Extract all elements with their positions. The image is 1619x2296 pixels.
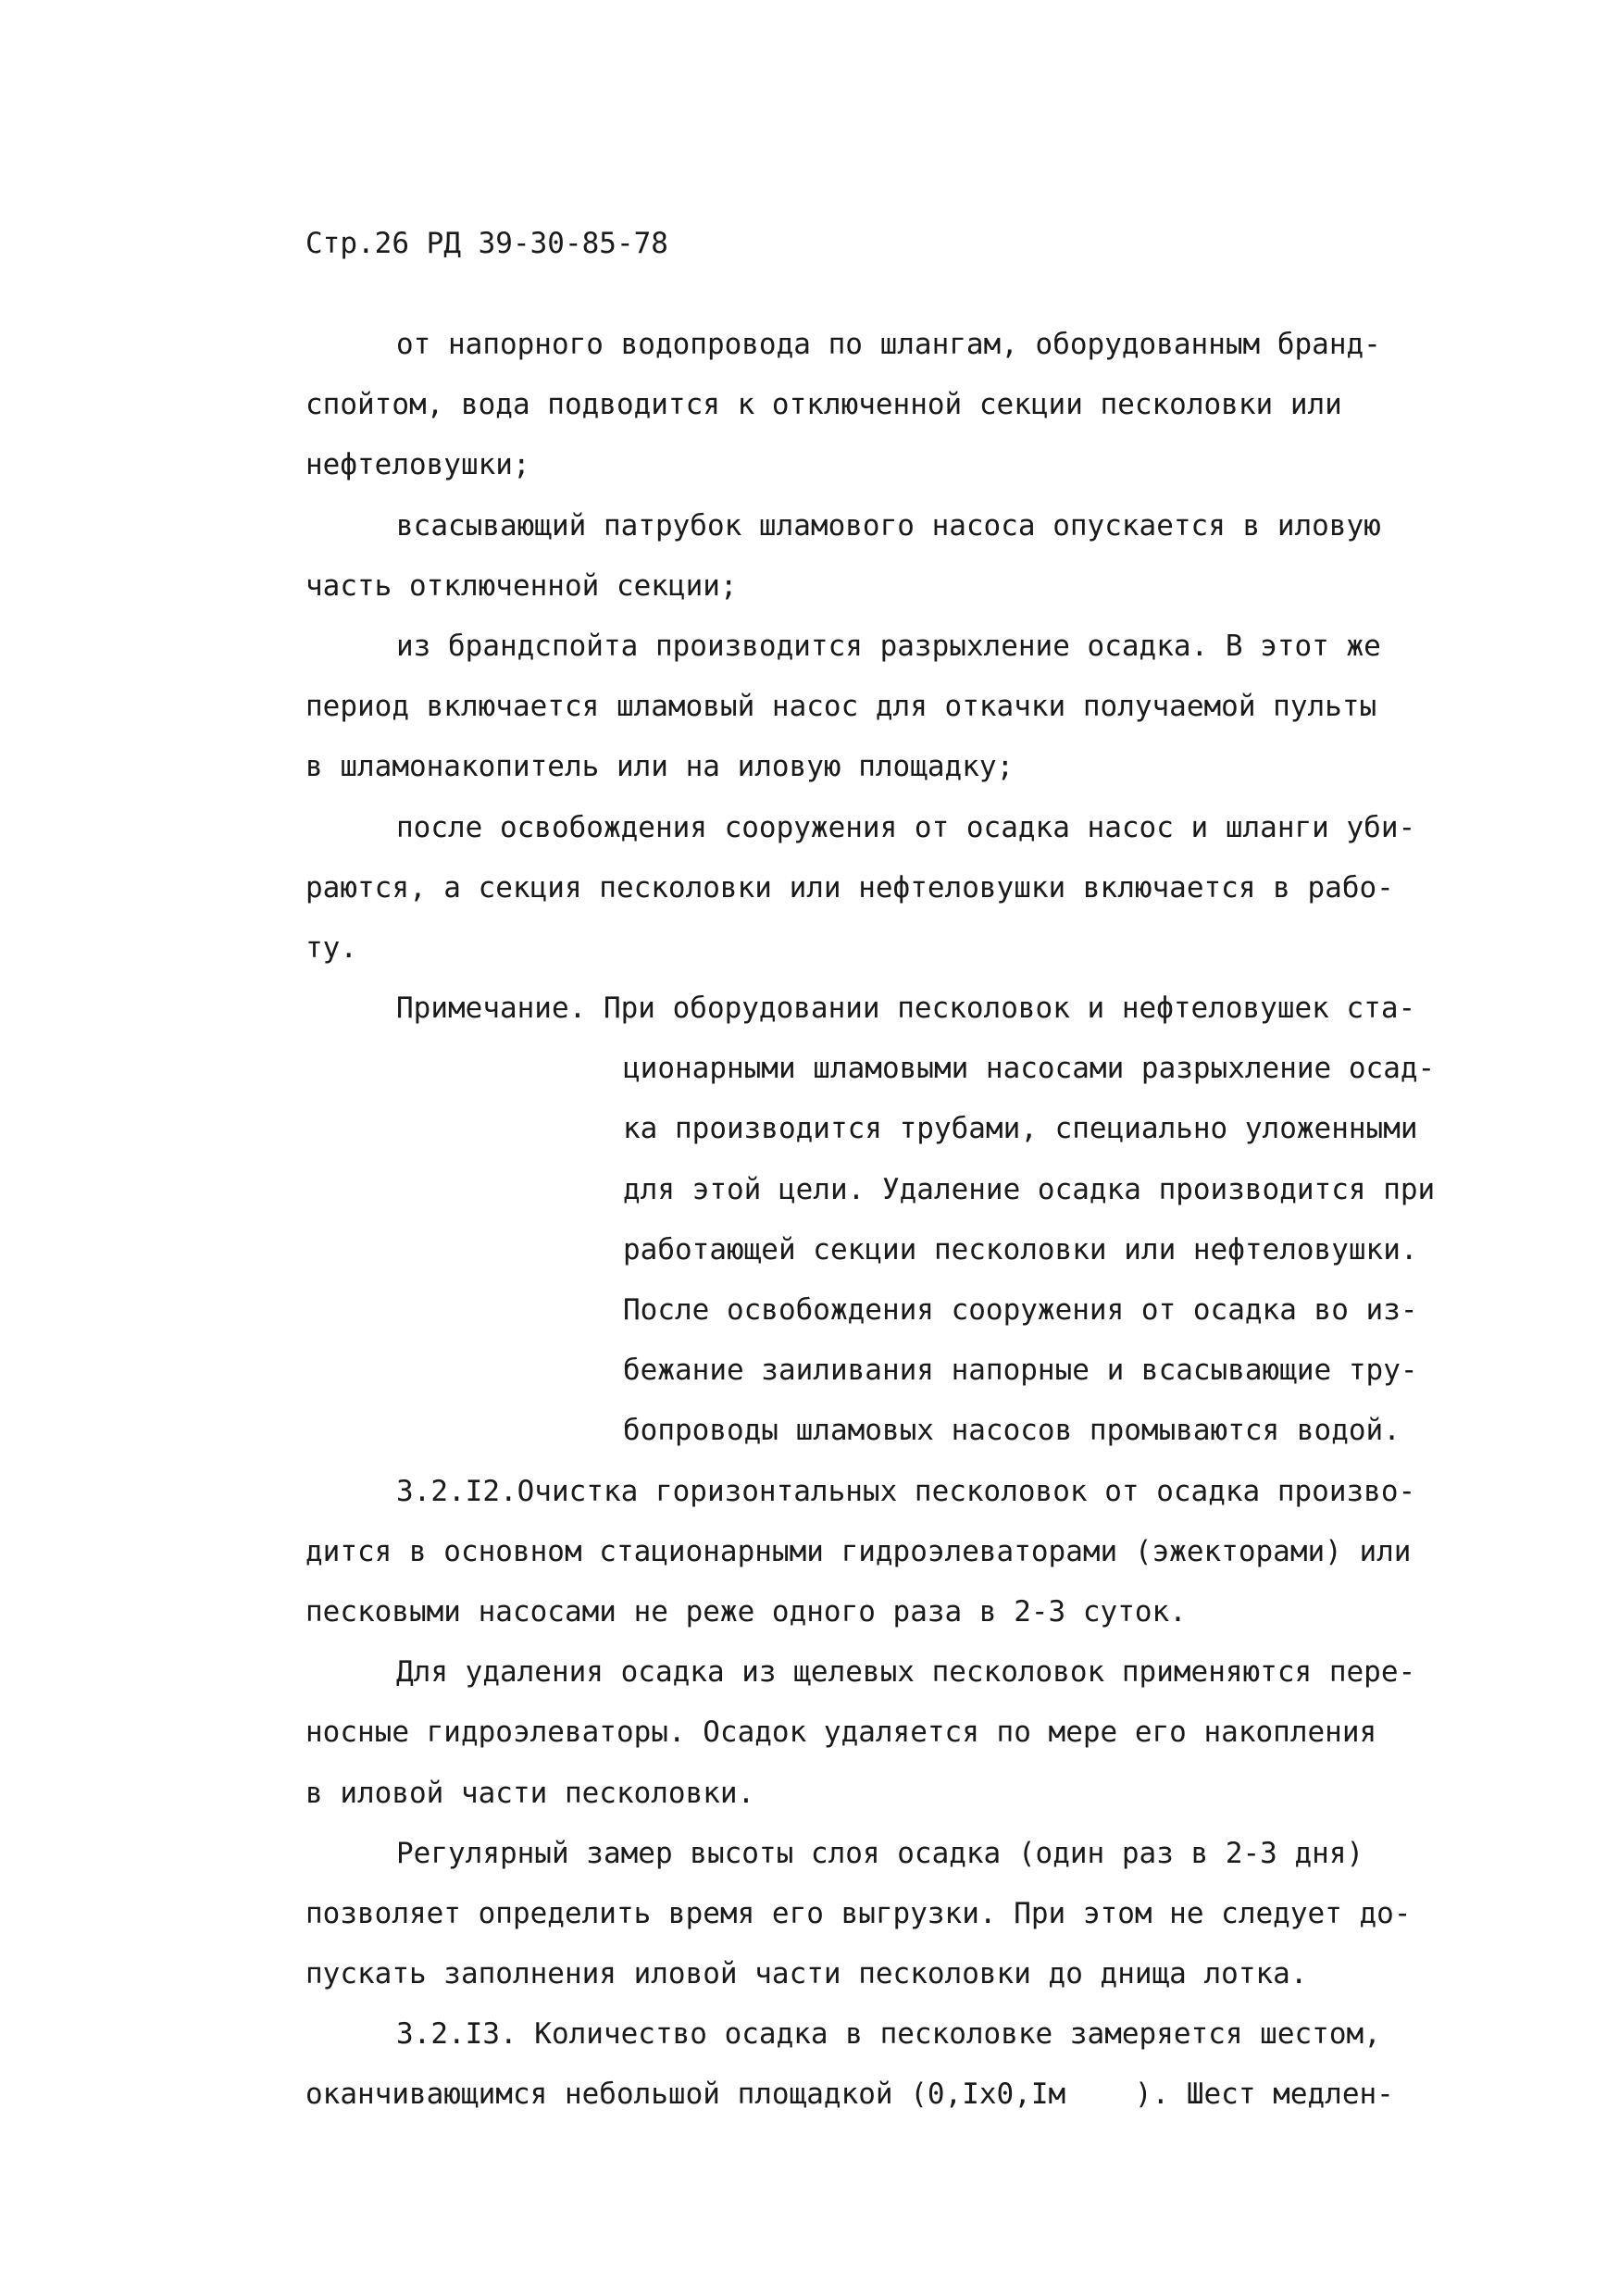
text-line: в иловой части песколовки.	[305, 1776, 755, 1810]
text-line: после освобождения сооружения от осадка насос и шланги уби-	[396, 810, 1416, 844]
text-line: носные гидроэлеваторы. Осадок удаляется по мере его накопления	[305, 1716, 1377, 1750]
text-line: песковыми насосами не реже одного раза в 2-3 суток.	[305, 1594, 1187, 1628]
text-line: спойтом, вода подводится к отключенной секции песколовки или	[305, 388, 1342, 422]
text-line: период включается шламовый насос для откачки получаемой пульты	[305, 690, 1377, 724]
text-line: раются, а секция песколовки или нефтеловушки включается в рабо-	[305, 870, 1394, 905]
text-line: пускать заполнения иловой части песколовки до днища лотка.	[305, 1957, 1308, 1991]
document-body	[305, 315, 1500, 2126]
text-line: часть отключенной секции;	[305, 568, 738, 603]
text-line: ционарными шламовыми насосами разрыхление осад-	[623, 1052, 1436, 1086]
text-line: Регулярный замер высоты слоя осадка (один раз в 2-3 дня)	[396, 1836, 1364, 1870]
text-line: Примечание. При оборудовании песколовок и нефтеловушек ста-	[396, 992, 1416, 1026]
text-line: всасывающий патрубок шламового насоса опускается в иловую	[396, 508, 1381, 543]
text-line: дится в основном стационарными гидроэлеваторами (эжекторами) или	[305, 1534, 1412, 1568]
text-line: 3.2.I2.Очистка горизонтальных песколовок от осадка произво-	[396, 1474, 1416, 1508]
text-line: оканчивающимся небольшой площадкой (0,Iх0,Iм ). Шест медлен-	[305, 2078, 1394, 2112]
text-line: из брандспойта производится разрыхление осадка. В этот же	[396, 629, 1381, 663]
text-line: работающей секции песколовки или нефтеловушки.	[623, 1232, 1418, 1267]
text-line: позволяет определить время его выгрузки. При этом не следует до-	[305, 1896, 1412, 1930]
text-line: бопроводы шламовых насосов промываются водой.	[623, 1414, 1401, 1448]
text-line: для этой цели. Удаление осадка производится при	[623, 1172, 1436, 1206]
text-line: Для удаления осадка из щелевых песколовок применяются пере-	[396, 1655, 1416, 1690]
text-line: нефтеловушки;	[305, 448, 530, 482]
text-line: ка производится трубами, специально уложенными	[623, 1112, 1418, 1146]
text-line: в шламонакопитель или на иловую площадку;	[305, 750, 1015, 784]
text-line: После освобождения сооружения от осадка во из-	[623, 1293, 1418, 1327]
text-line: от напорного водопровода по шлангам, оборудованным бранд-	[396, 328, 1381, 361]
text-line: бежание заиливания напорные и всасывающие тру-	[623, 1354, 1418, 1388]
page-header: Стр.26 РД 39-30-85-78	[305, 227, 668, 260]
text-line: 3.2.I3. Количество осадка в песколовке замеряется шестом,	[396, 2017, 1381, 2052]
text-line: ту.	[305, 930, 357, 965]
